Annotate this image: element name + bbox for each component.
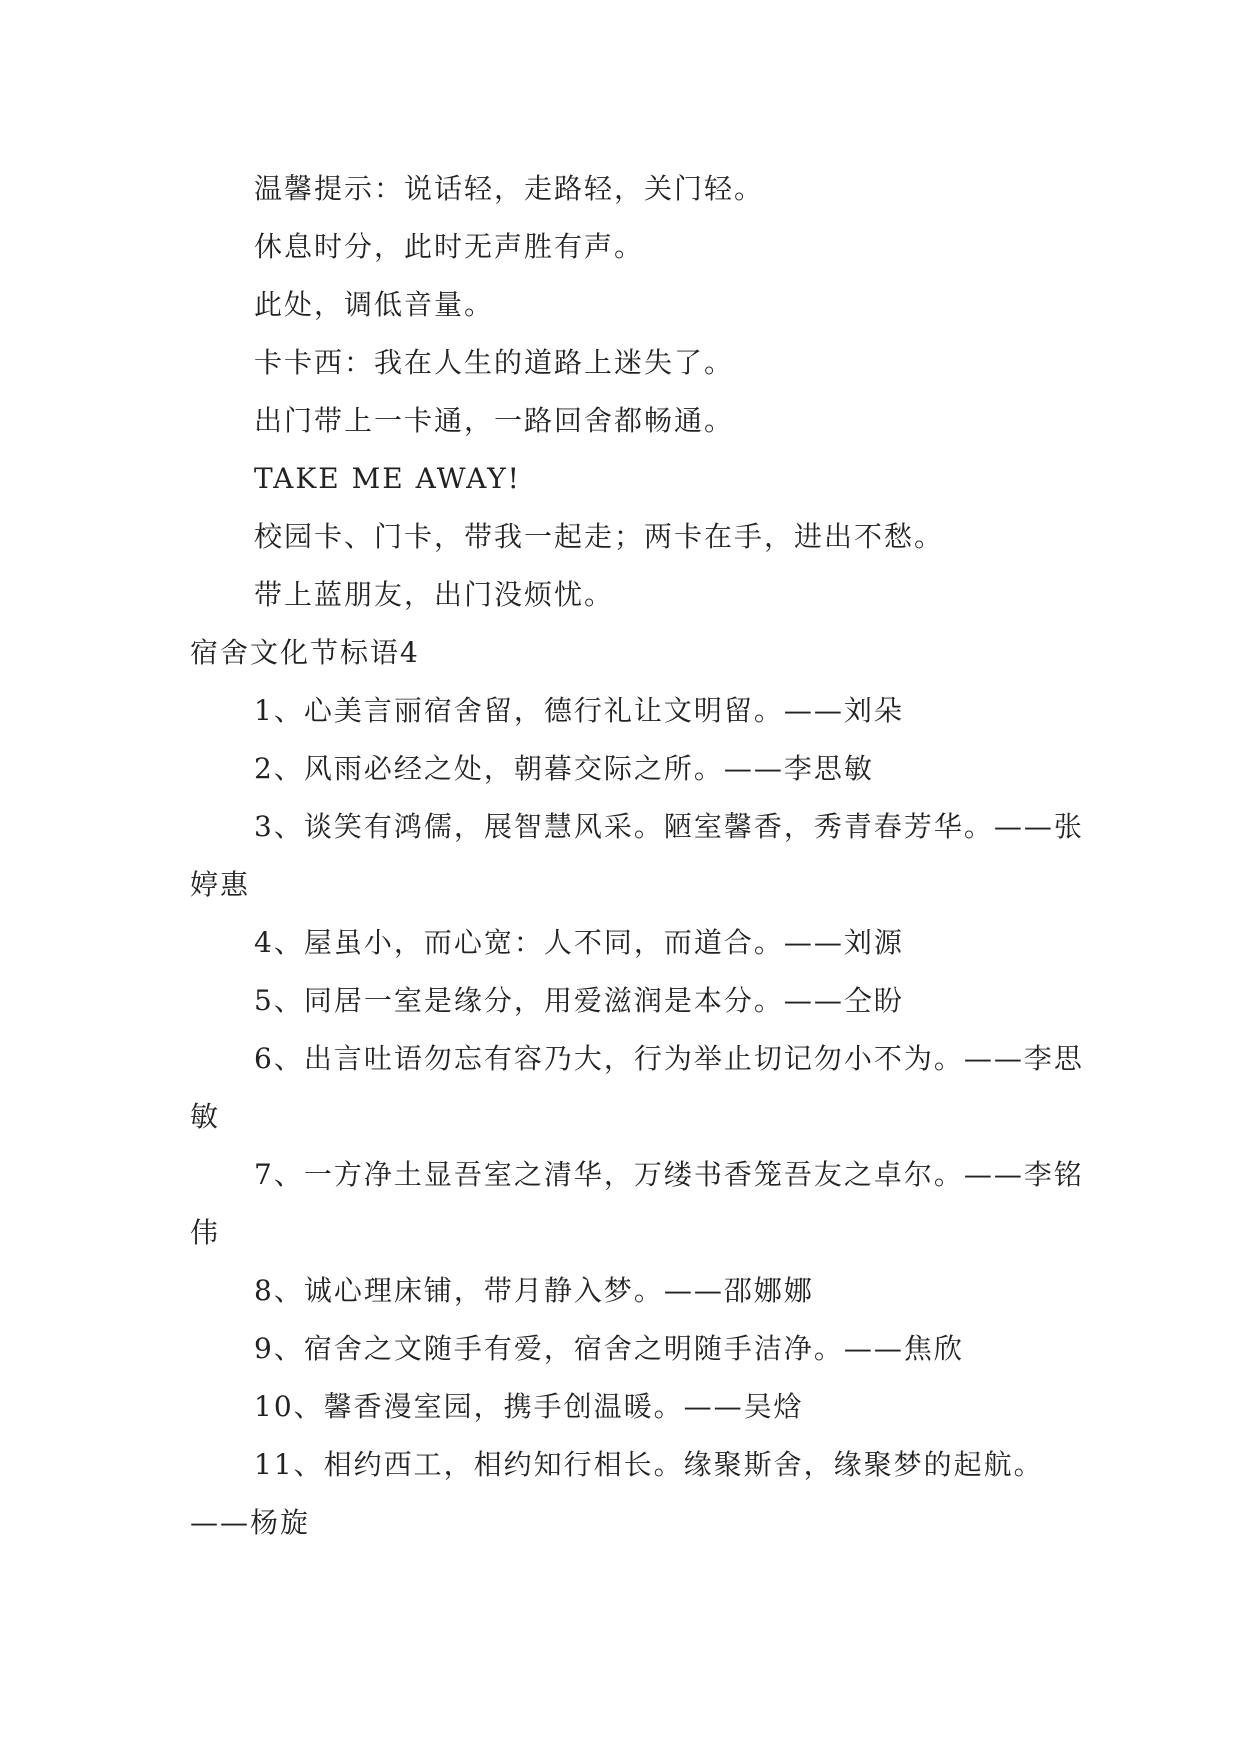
slogan-item: 7、一方净土显吾室之清华，万缕书香笼吾友之卓尔。——李铭伟 [190, 1158, 1084, 1249]
slogan-item: 10、馨香漫室园，携手创温暖。——吴焓 [254, 1390, 804, 1423]
tip-line: 此处，调低音量。 [254, 288, 495, 321]
slogan-item: 5、同居一室是缘分，用爱滋润是本分。——仝盼 [254, 984, 904, 1017]
slogan-item: 8、诚心理床铺，带月静入梦。——邵娜娜 [254, 1274, 814, 1307]
tip-line: 卡卡西：我在人生的道路上迷失了。 [254, 346, 735, 379]
slogan-item: 4、屋虽小，而心宽：人不同，而道合。——刘源 [254, 926, 904, 959]
slogan-item: 9、宿舍之文随手有爱，宿舍之明随手洁净。——焦欣 [254, 1332, 964, 1365]
tip-line: TAKE ME AWAY! [254, 462, 521, 495]
section-title: 宿舍文化节标语4 [190, 636, 420, 669]
slogan-item: 6、出言吐语勿忘有容乃大，行为举止切记勿小不为。——李思敏 [190, 1042, 1084, 1133]
tip-line: 带上蓝朋友，出门没烦忧。 [254, 578, 615, 611]
document-body [190, 160, 1090, 1552]
slogan-item: 1、心美言丽宿舍留，德行礼让文明留。——刘朵 [254, 694, 904, 727]
slogan-item: 3、谈笑有鸿儒，展智慧风采。陋室馨香，秀青春芳华。——张婷惠 [190, 810, 1084, 901]
slogan-item: 2、风雨必经之处，朝暮交际之所。——李思敏 [254, 752, 874, 785]
tip-line: 出门带上一卡通，一路回舍都畅通。 [254, 404, 735, 437]
tip-line: 温馨提示：说话轻，走路轻，关门轻。 [254, 172, 765, 205]
tip-line: 校园卡、门卡，带我一起走；两卡在手，进出不愁。 [254, 520, 945, 553]
tip-line: 休息时分，此时无声胜有声。 [254, 230, 645, 263]
slogan-item: 11、相约西工，相约知行相长。缘聚斯舍，缘聚梦的起航。——杨旋 [190, 1448, 1044, 1539]
